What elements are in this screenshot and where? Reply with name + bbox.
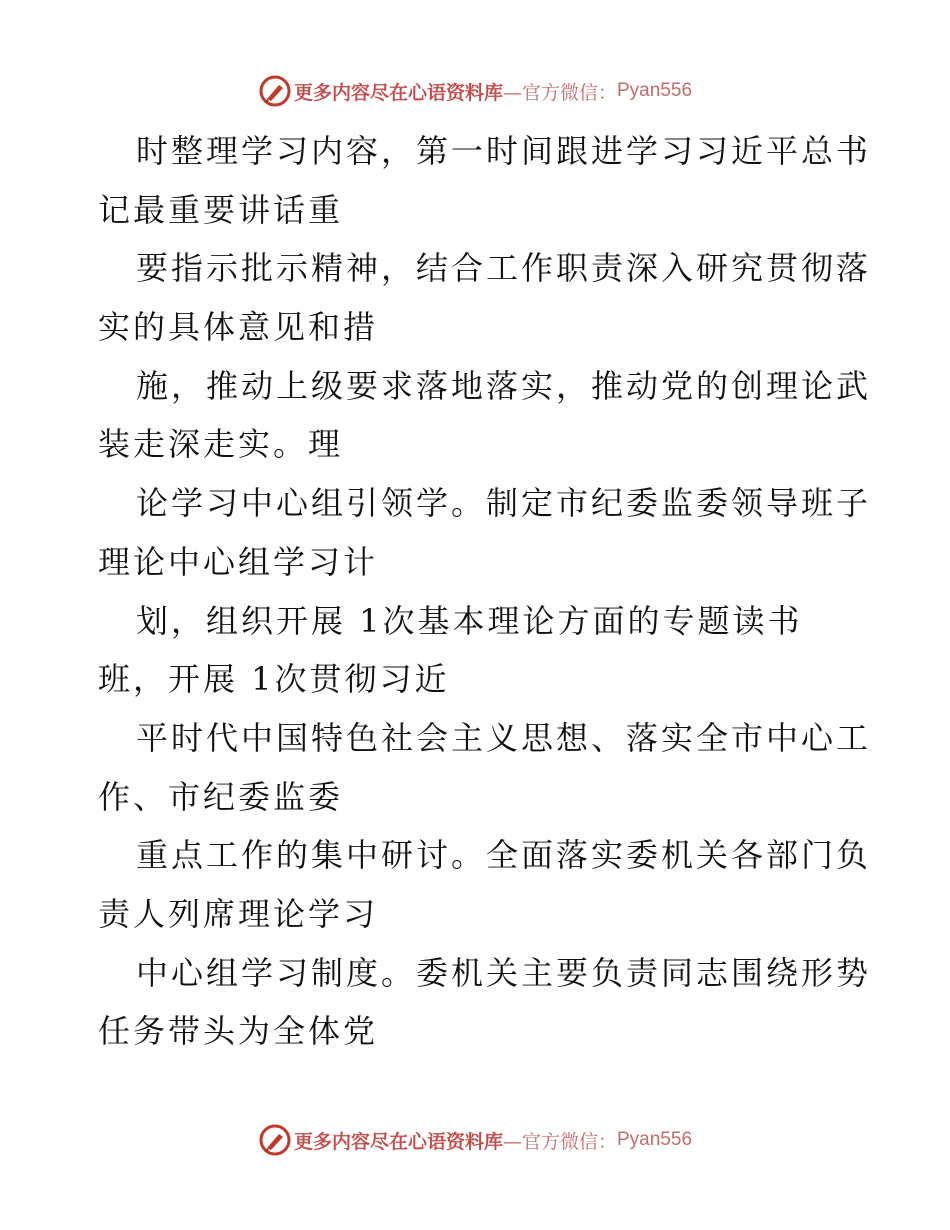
text-line: 装走深走实。理 — [98, 425, 344, 464]
text-line: 中心组学习制度。委机关主要负责同志围绕形势 — [136, 953, 872, 992]
text-line: 要指示批示精神，结合工作职责深入研究贯彻落 — [136, 249, 872, 288]
pen-logo-icon — [258, 74, 292, 108]
footer-watermark — [0, 1120, 950, 1160]
text-line: 时整理学习内容，第一时间跟进学习习近平总书 — [136, 132, 872, 170]
text-line: 划，组织开展 1次基本理论方面的专题读书 — [136, 601, 803, 640]
text-line: 作、市纪委监委 — [98, 777, 344, 816]
text-line: 论学习中心组引领学。制定市纪委监委领导班子 — [136, 484, 872, 523]
text-line: 实的具体意见和措 — [98, 308, 379, 347]
text-line: 平时代中国特色社会主义思想、落实全市中心工 — [136, 718, 872, 757]
header-watermark — [0, 71, 950, 111]
document-body — [98, 122, 872, 1061]
text-line: 任务带头为全体党 — [98, 1012, 379, 1051]
watermark-wechat-id: Pyan556 — [617, 80, 693, 101]
watermark-contact-label: —官方微信： — [502, 1130, 617, 1153]
watermark-brand: 更多内容尽在心语资料库 — [293, 81, 503, 104]
text-line: 理论中心组学习计 — [98, 542, 379, 581]
text-line: 施，推动上级要求落地落实，推动党的创理论武 — [136, 366, 872, 405]
text-line: 班，开展 1次贯彻习近 — [98, 660, 450, 699]
watermark-wechat-id: Pyan556 — [617, 1129, 693, 1150]
pen-logo-icon — [258, 1123, 292, 1157]
text-line: 责人列席理论学习 — [98, 894, 379, 933]
watermark-brand: 更多内容尽在心语资料库 — [293, 1130, 503, 1153]
text-line: 记最重要讲话重 — [98, 190, 344, 229]
watermark-contact-label: —官方微信： — [502, 81, 617, 104]
text-line: 重点工作的集中研讨。全面落实委机关各部门负 — [136, 836, 872, 875]
